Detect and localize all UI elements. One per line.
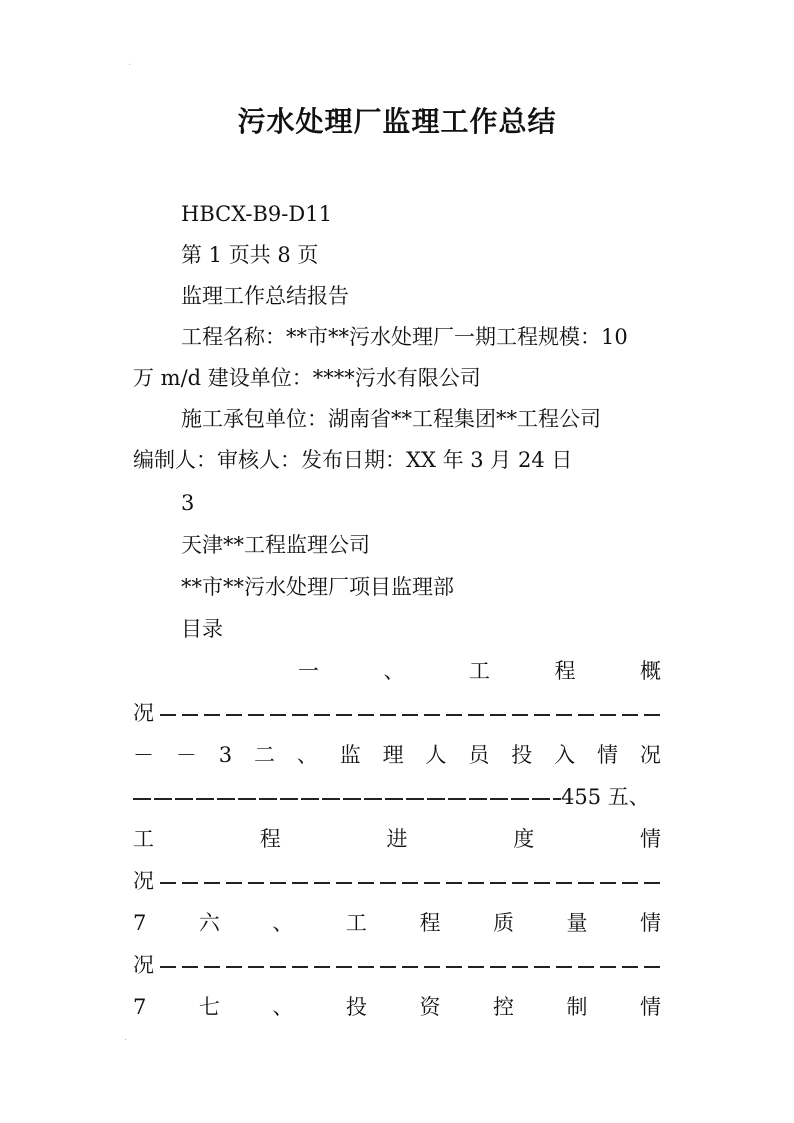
toc-char: 入 [554,743,576,767]
toc-char: 制 [566,995,588,1019]
toc-char: 六 [198,911,220,935]
toc-char: 况 [639,743,661,767]
leader-dashes [160,882,660,884]
company-name: 天津**工程监理公司 [181,533,370,557]
toc-char: 投 [345,995,367,1019]
toc-char: 量 [566,911,588,935]
toc-char: 二 [254,743,275,767]
toc-char: 况 [133,869,154,893]
toc-char: 七 [198,995,220,1019]
leader-dashes [133,798,561,800]
toc-char: 度 [513,827,535,851]
leader-dashes [160,966,660,968]
document-code: HBCX-B9-D11 [181,202,332,226]
toc-char: 程 [259,827,281,851]
toc-char: 程 [554,659,576,683]
toc-char: 况 [133,953,154,977]
corner-mark: · [128,60,132,71]
toc-row-7 [133,909,661,937]
toc-char: 控 [492,995,514,1019]
toc-char: 工 [469,659,490,683]
toc-char: 进 [386,827,408,851]
toc-char: 概 [640,659,661,683]
toc-row-5 [133,825,661,853]
page-info: 第 1 页共 8 页 [181,243,319,267]
toc-row-8 [133,951,661,979]
toc-char: 理 [382,743,404,767]
toc-row-3 [133,741,661,769]
toc-char: 监 [339,743,361,767]
toc-char: 人 [425,743,447,767]
toc-char: 工 [345,911,367,935]
number-line: 3 [181,491,195,515]
toc-char: 、 [272,911,294,935]
corner-mark: · [124,1035,128,1046]
contractor-line: 施工承包单位：湖南省**工程集团**工程公司 [181,407,601,431]
toc-row-1 [298,657,661,685]
toc-row-6 [133,867,661,895]
toc-char: 情 [640,827,661,851]
toc-char: 质 [492,911,514,935]
report-title: 监理工作总结报告 [181,284,349,308]
toc-char: 情 [639,995,661,1019]
project-name-line: 工程名称：**市**污水处理厂一期工程规模：10 [181,325,628,349]
page-title: 污水处理厂监理工作总结 [237,105,557,138]
toc-char: 、 [383,659,405,683]
toc-char: 情 [639,911,661,935]
editor-line: 编制人：审核人：发布日期：XX 年 3 月 24 日 [133,448,573,472]
toc-title: 目录 [181,617,223,641]
toc-row-2 [133,699,661,727]
toc-text: 455 五、 [561,785,650,809]
toc-char: 3 [218,743,233,767]
toc-char: 投 [511,743,533,767]
toc-char: 资 [419,995,441,1019]
toc-char: 一 [298,659,319,683]
builder-line: 万 m/d 建设单位：****污水有限公司 [133,366,481,390]
toc-char: 、 [272,995,294,1019]
toc-char: － [175,743,197,767]
department-name: **市**污水处理厂项目监理部 [181,575,454,599]
toc-char: 工 [133,827,154,851]
toc-char: 7 [133,911,147,935]
toc-row-4 [133,783,661,811]
toc-char: 况 [133,701,154,725]
toc-char: 程 [419,911,441,935]
toc-char: 情 [597,743,618,767]
toc-char: 、 [296,743,318,767]
leader-dashes [160,714,660,716]
toc-row-9 [133,993,661,1021]
toc-char: 7 [133,995,147,1019]
toc-char: 员 [468,743,490,767]
toc-char: － [133,743,154,767]
